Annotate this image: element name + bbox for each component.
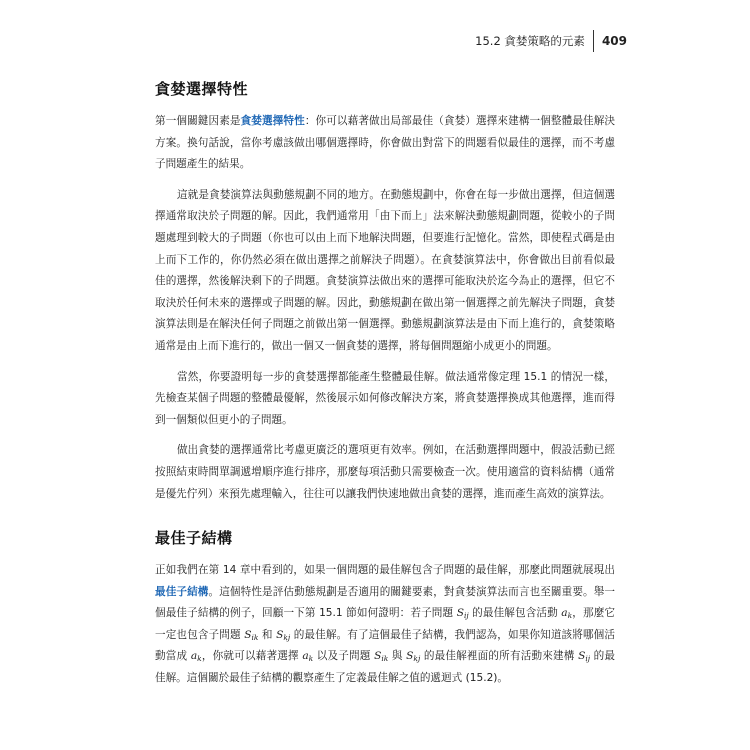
text-segment: 正如我們在第 14 章中看到的，如果一個問題的最佳解包含子問題的最佳解，那麼此問題就展現出 [155, 564, 615, 577]
math-s-kj: $S_{kj}$ [406, 650, 421, 664]
math-s-kj: $S_{kj}$ [276, 628, 291, 642]
text-segment: 的最佳解裡面的所有活動來建構 [420, 650, 579, 663]
text-segment: ：你可以藉著做出局部最佳（貪婪）選擇來建構一個整體最佳解決方案。換句話說，當你考慮該做出哪個選擇時，你會做出對當下的問題看似最佳的選擇，而不考慮子問題產生的結果。 [155, 115, 616, 171]
text-segment: 第一個關鍵因素是 [155, 115, 241, 127]
text-segment: ，那麼它一定也包含子問題 [155, 607, 615, 641]
math-a-k: $a_k$ [561, 607, 573, 621]
text-segment: ，你就可以藉著選擇 [201, 650, 303, 663]
math-a-k: $a_k$ [190, 650, 202, 664]
section-heading-optimal-substructure: 最佳子結構 [155, 529, 233, 548]
math-s-ik: $S_{ik}$ [374, 650, 389, 664]
paragraph-vs-dynamic-programming: 這就是貪婪演算法與動態規劃不同的地方。在動態規劃中，你會在每一步做出選擇，但這個選擇通常取決於子問題的解。因此，我們通常用「由下而上」法來解決動態規劃問題，從較小的子問題處理到較大的子問題（你也可以由上而下地解決問題，但要進行記憶化。當然，即使程式碼是由上而下工作的，你仍然必須在做出選擇之前解決子問題）。在貪婪演算法中，你會做出目前看似最佳的選擇，然後解決剩下的子問題。貪婪演算法做出來的選擇可能取決於迄今為止的選擇，但它不取決於任何未來的選擇或子問題的解。因此，動態規劃在做出第一個選擇之前先解決子問題，貪婪演算法則是在解決任何子問題之前做出第一個選擇。動態規劃演算法是由下而上進行的，貪婪策略通常是由上而下進行的，做出一個又一個貪婪的選擇，將每個問題縮小成更小的問題。 [155, 188, 615, 352]
page-number: 409 [601, 34, 627, 48]
text-segment: 的最佳解包含活動 [468, 607, 562, 620]
key-term-optimal-substructure: 最佳子結構 [155, 585, 209, 598]
running-header [475, 30, 627, 52]
page-body [155, 78, 615, 699]
text-segment: 以及子問題 [313, 650, 375, 663]
text-segment: 的最佳解。有了這個最佳子結構，我們認為，如果你知道該將哪個活動當成 [155, 628, 615, 663]
text-segment: 。這個特性是評估動態規劃是否適用的關鍵要素，對貪婪演算法而言也至關重要。舉一個最佳子結構的例子，回顧一下第 15.1 節如何證明：若子問題 [155, 585, 616, 620]
math-a-k: $a_k$ [302, 650, 314, 664]
running-title: 15.2 貪婪策略的元素 [475, 34, 585, 48]
math-s-ik: $S_{ik}$ [244, 628, 259, 642]
paragraph-proof-method: 當然，你要證明每一步的貪婪選擇都能產生整體最佳解。做法通常像定理 15.1 的情況一樣，先檢查某個子問題的整體最優解，然後展示如何修改解決方案，將貪婪選擇換成其他選擇，進而得到一個類似但更小的子問題。 [155, 370, 615, 426]
key-term-greedy-choice: 貪婪選擇特性 [240, 115, 305, 127]
text-segment: 的最佳解。這個關於最佳子結構的觀察產生了定義最佳解之值的遞迴式 (15.2)。 [155, 650, 615, 685]
paragraph-greedy-choice-definition [155, 111, 615, 176]
math-s-ij: $S_{ij}$ [456, 607, 469, 621]
math-s-ij: $S_{ij}$ [578, 650, 591, 664]
text-segment: 與 [388, 650, 407, 663]
text-segment: 和 [258, 628, 277, 641]
section-heading-greedy-choice: 貪婪選擇特性 [155, 80, 249, 98]
paragraph-optimal-substructure [155, 560, 615, 690]
paragraph-efficiency: 做出貪婪的選擇通常比考慮更廣泛的選項更有效率。例如，在活動選擇問題中，假設活動已經按照結束時間單調遞增順序進行排序，那麼每項活動只需要檢查一次。使用適當的資料結構（通常是優先佇列）來預先處理輸入，往往可以讓我們快速地做出貪婪的選擇，進而產生高效的演算法。 [155, 444, 615, 500]
